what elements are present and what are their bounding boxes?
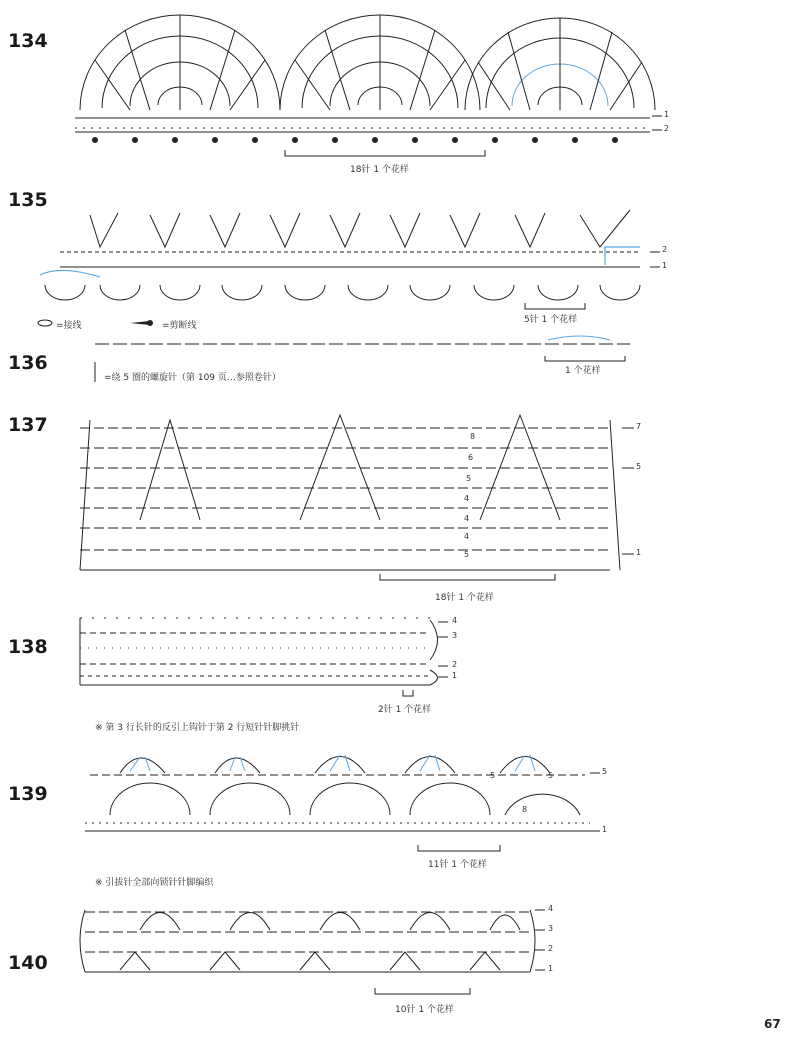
row-label: 1 [664,110,670,119]
stitch-note: ※ 引拔针全部向锁针针脚编织 [95,878,214,888]
fan-motif [80,15,280,110]
row-label: 3 [548,924,554,933]
row-label: 2 [452,660,458,669]
row-label: 1 [662,261,668,270]
repeat-label: 18针 1 个花样 [350,165,409,175]
row-label: 1 [636,548,642,557]
pattern-139-chart [0,735,800,885]
chain-count: 4 [464,514,470,523]
repeat-label: 18针 1 个花样 [435,593,494,603]
pattern-135-chart [0,185,800,345]
chain-count: 5 [548,771,554,780]
repeat-label: 5针 1 个花样 [524,315,578,325]
pattern-number: 137 [8,414,48,436]
legend-cut: =剪断线 [162,321,197,331]
chain-count: 5 [466,474,472,483]
stitch-note: =绕 5 圈的螺旋针（第 109 页…参照卷针） [104,373,281,383]
chain-count: 5 [464,550,470,559]
repeat-label: 1 个花样 [565,366,601,376]
pattern-140-chart [0,890,800,1020]
chain-count: 4 [464,532,470,541]
fan-motif [465,18,655,110]
chain-count: 6 [468,453,474,462]
pattern-number: 138 [8,636,48,658]
pattern-135 [0,185,800,345]
pattern-138 [0,600,800,740]
pattern-139 [0,735,800,888]
pattern-number: 140 [8,952,48,974]
pattern-136 [0,330,800,405]
legend-join: =接线 [56,321,82,331]
row-label: 1 [602,825,608,834]
chain-count: 5 [490,771,496,780]
stitch-note: ※ 第 3 行长针的反引上钩针于第 2 行短针针脚挑针 [95,723,300,733]
pattern-number: 139 [8,783,48,805]
row-label: 5 [602,767,608,776]
pattern-136-chart [0,330,800,405]
row-label: 2 [548,944,554,953]
row-label: 7 [636,422,642,431]
pattern-137 [0,400,800,610]
page-number: 67 [764,1017,781,1031]
pattern-number: 136 [8,352,48,374]
row-label: 4 [452,616,458,625]
row-label: 1 [548,964,554,973]
row-label: 5 [636,462,642,471]
row-label: 4 [548,904,554,913]
repeat-label: 10针 1 个花样 [395,1005,454,1015]
repeat-label: 2针 1 个花样 [378,705,432,715]
pattern-number: 135 [8,189,48,211]
chain-count: 8 [522,805,528,814]
row-label: 1 [452,671,458,680]
chain-count: 8 [470,432,476,441]
pattern-138-chart [0,600,800,740]
pattern-number: 134 [8,30,48,52]
row-label: 3 [452,631,458,640]
chain-count: 4 [464,494,470,503]
repeat-label: 11针 1 个花样 [428,860,487,870]
fan-motif [280,15,480,110]
row-label: 2 [662,245,668,254]
pattern-137-chart [0,400,800,610]
pattern-140 [0,890,800,1020]
row-label: 2 [664,124,670,133]
pattern-134 [0,0,800,190]
